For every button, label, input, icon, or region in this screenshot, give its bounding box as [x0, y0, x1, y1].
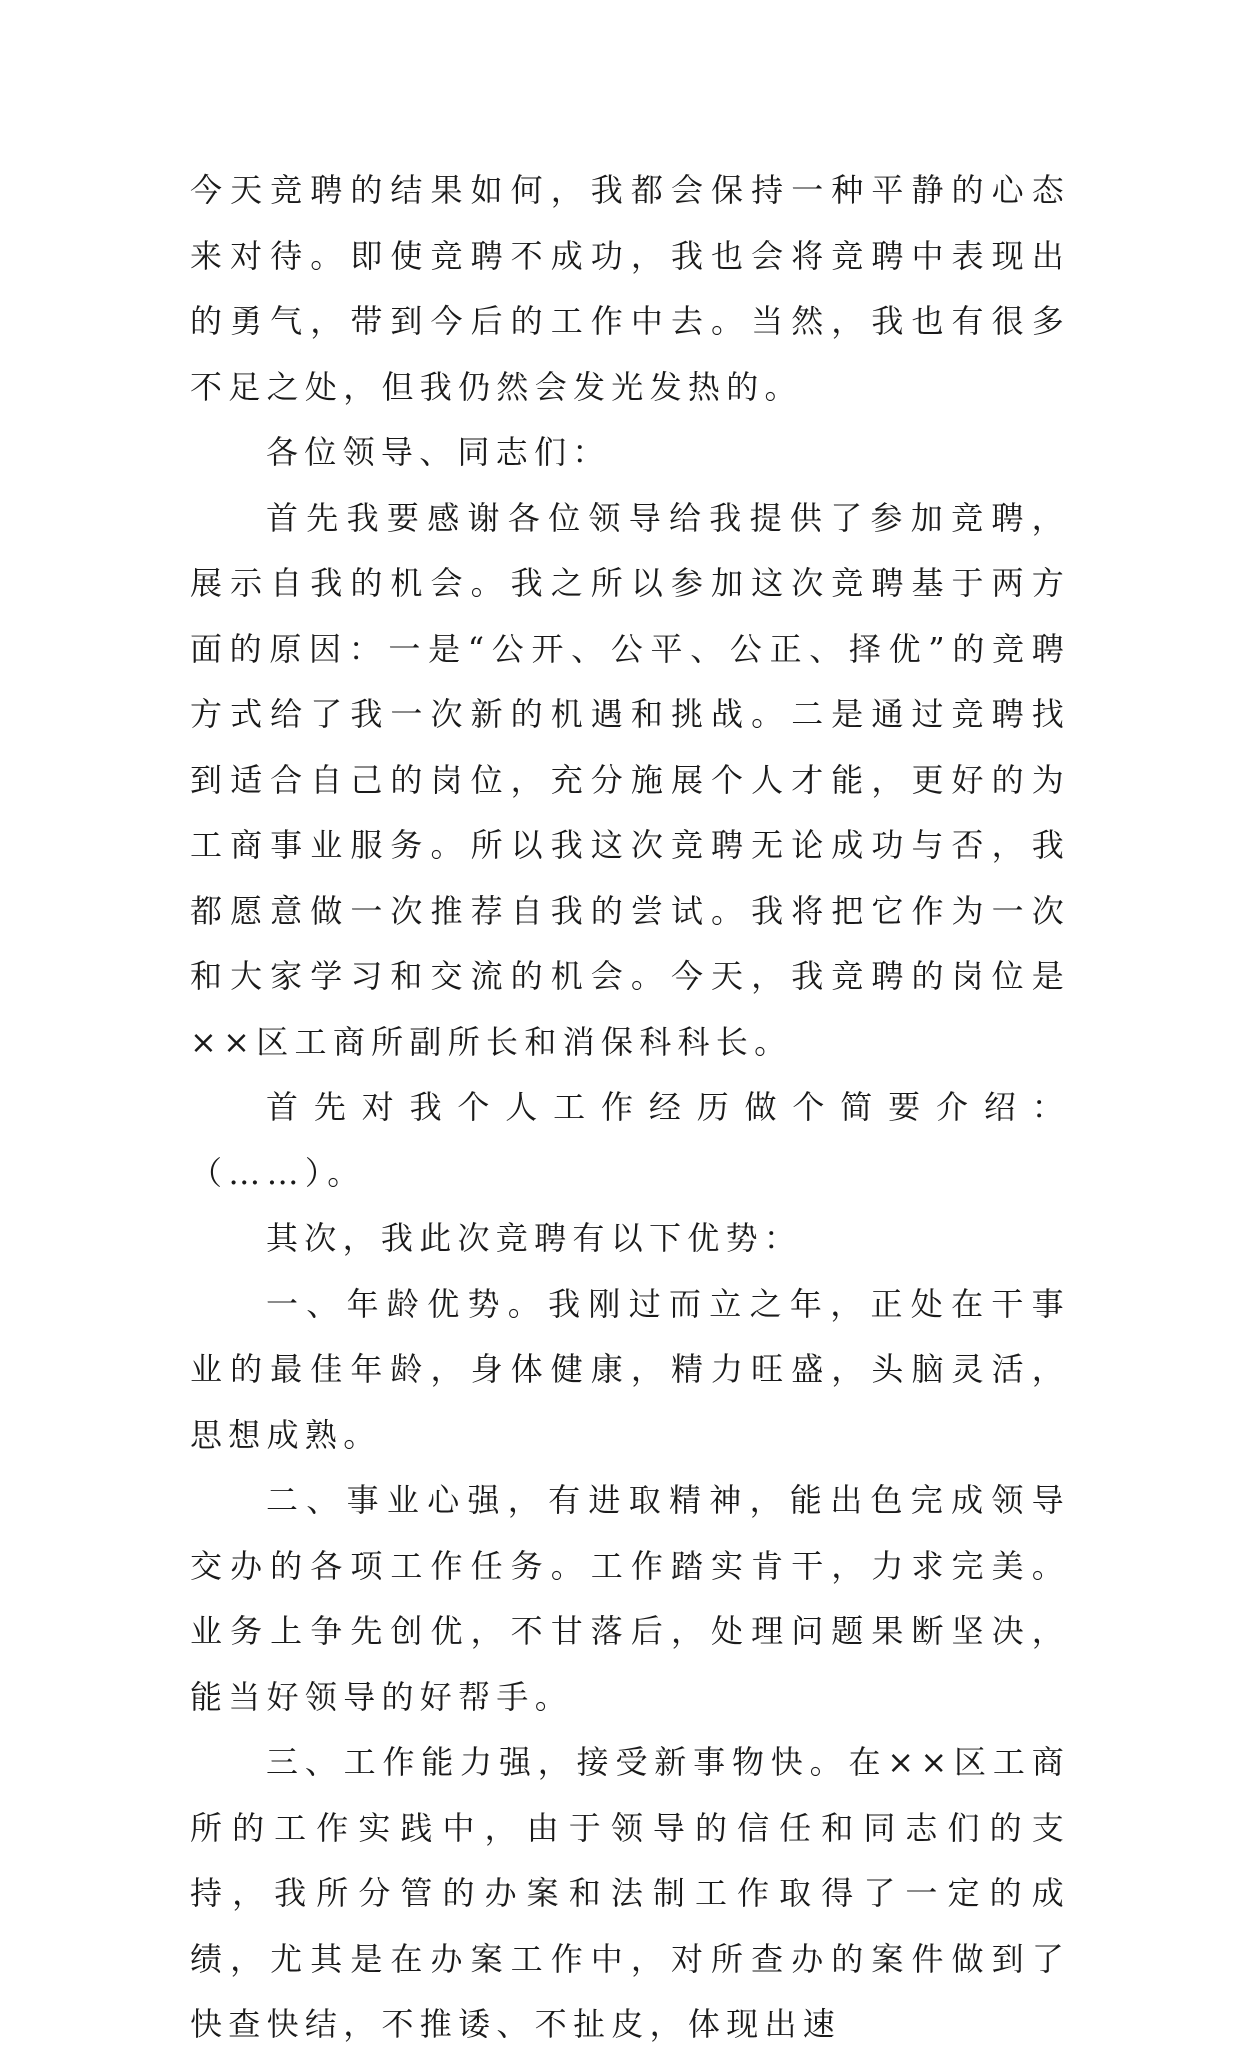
- paragraph-3: 首先我要感谢各位领导给我提供了参加竞聘，展示自我的机会。我之所以参加这次竞聘基于两方面的原因：一是“公开、公平、公正、择优”的竞聘方式给了我一次新的机遇和挑战。二是通过竞聘找到适合自己的岗位，充分施展个人才能，更好的为工商事业服务。所以我这次竞聘无论成功与否，我都愿意做一次推荐自我的尝试。我将把它作为一次和大家学习和交流的机会。今天，我竞聘的岗位是××区工商所副所长和消保科科长。: [190, 498, 1070, 1061]
- paragraph-7: 二、事业心强，有进取精神，能出色完成领导交办的各项工作任务。工作踏实肯干，力求完美。业务上争先创优，不甘落后，处理问题果断坚决，能当好领导的好帮手。: [190, 1481, 1070, 1716]
- paragraph-6: 一、年龄优势。我刚过而立之年，正处在干事业的最佳年龄，身体健康，精力旺盛，头脑灵活，思想成熟。: [190, 1284, 1070, 1454]
- paragraph-5: 其次，我此次竞聘有以下优势：: [266, 1219, 803, 1257]
- paragraph-8: 三、工作能力强，接受新事物快。在××区工商所的工作实践中，由于领导的信任和同志们的支持，我所分管的办案和法制工作取得了一定的成绩，尤其是在办案工作中，对所查办的案件做到了快查快结，不推诿、不扯皮，体现出速: [190, 1743, 1070, 2043]
- paragraph-2-salutation: 各位领导、同志们：: [266, 433, 611, 471]
- paragraph-1: 今天竞聘的结果如何，我都会保持一种平静的心态来对待。即使竞聘不成功，我也会将竞聘中表现出的勇气，带到今后的工作中去。当然，我也有很多不足之处，但我仍然会发光发热的。: [190, 171, 1070, 406]
- document-body: [190, 158, 1070, 2058]
- paragraph-4: 首先对我个人工作经历做个简要介绍：（……）。: [190, 1088, 1070, 1192]
